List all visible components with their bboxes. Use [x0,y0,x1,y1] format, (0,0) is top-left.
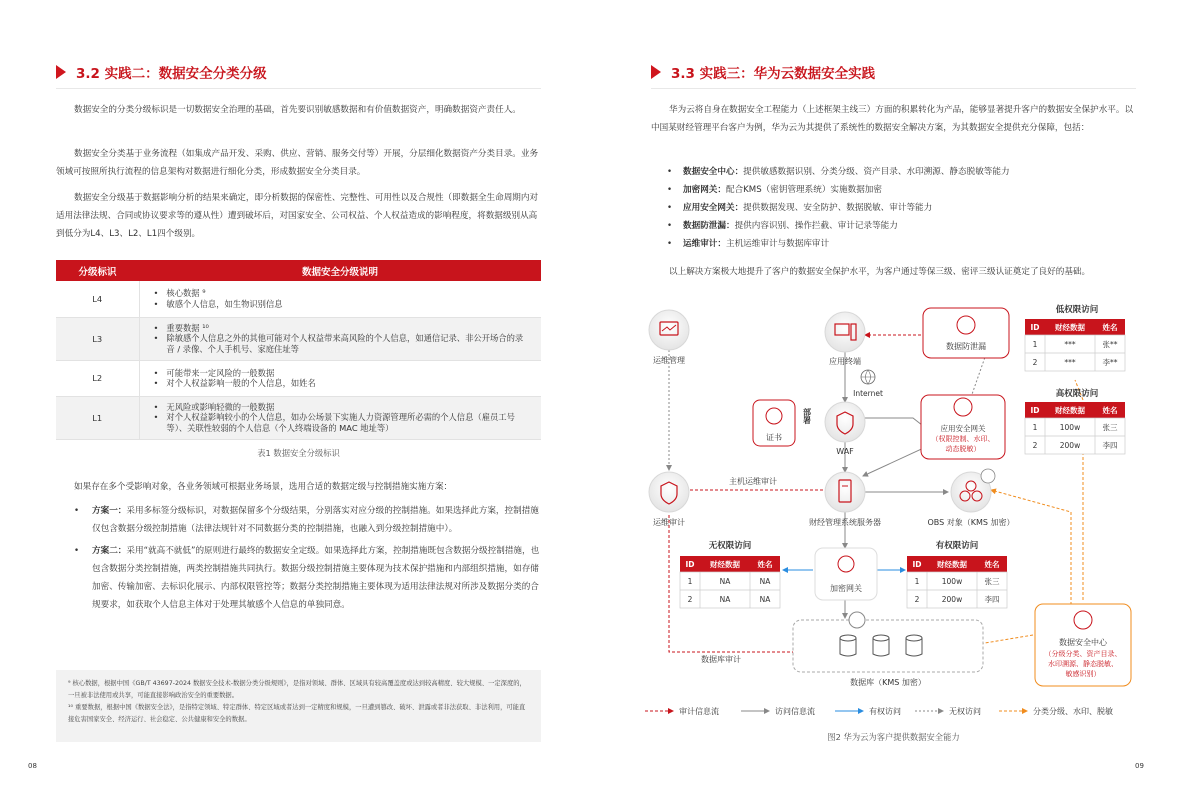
svg-text:WAF: WAF [836,447,854,456]
svg-text:水印溯源、静态脱敏、: 水印溯源、静态脱敏、 [1048,660,1118,668]
svg-text:财经数据: 财经数据 [710,560,740,569]
list-item: • 方案一：采用多标签分级标识，对数据保留多个分级结果，分别落实对应分级的控制措施。如果选择此方案，控制措施仅包含数据分级控制措施（法律法规针对不同数据分类的控制措施，也融入到分级控制措施中）。 [72,502,540,538]
list-item: • 数据安全中心：提供敏感数据识别、分类分级、资产目录、水印溯源、静态脱敏等能力 [667,163,1137,181]
svg-text:运维审计: 运维审计 [653,518,685,527]
paragraph: 如果存在多个受影响对象，各业务领域可根据业务场景，选用合适的数据定级与控制措施实施方案： [74,482,453,492]
table-row [56,281,541,317]
level-item: 重要数据 ¹⁰ [166,322,209,333]
list-item: • 方案二：采用“就高不就低”的原则进行最终的数据安全定级。如果选择此方案，控制措施既包含数据分级控制措施，也包含数据分类控制措施，两类控制措施共同执行。数据分级控制措施主要体现为技术保护措施和内部组织措施，如存储加密、传输加密、去标识化展示、内部权限管控等；数据分类控制措施主要体现为适用法律法规对所涉及数据分类的合规要求，如获取个人信息主体对于处理其敏感个人信息的单独同意。 [72,542,540,614]
svg-text:部署: 部署 [802,408,812,424]
svg-text:高权限访问: 高权限访问 [1055,389,1099,399]
classification-table [56,260,541,440]
table-row [56,317,541,360]
svg-text:无权访问: 无权访问 [949,707,981,716]
paragraph: 以上解决方案极大地提升了客户的数据安全保护水平，为客户通过等保三级、密评三级认证奠定了良好的基础。 [669,267,1091,277]
paragraph: 数据安全分级基于数据影响分析的结果来确定，即分析数据的保密性、完整性、可用性以及合规性（即数据全生命周期内对适用法律法规、合同或协议要求等的遵从性）遭到破坏后，对国家安全、公司权益、个人权益造成的影响程度，将数据级别从高到低分为L4、L3、L2、L1四个级别。 [56,193,539,239]
svg-text:数据防泄漏: 数据防泄漏 [946,342,986,351]
svg-text:李四: 李四 [984,595,1000,604]
svg-text:低权限访问: 低权限访问 [1055,305,1099,315]
lock-icon [954,398,972,416]
page-number: 08 [28,762,37,770]
svg-text:200w: 200w [1059,441,1081,450]
svg-text:财经管理系统服务器: 财经管理系统服务器 [809,518,881,527]
svg-text:2: 2 [1032,358,1038,367]
level-cell: L1 [56,396,139,439]
level-item: 可能带来一定风险的一般数据 [166,367,275,378]
svg-text:ID: ID [1030,323,1040,332]
section-divider [56,88,541,89]
section-arrow-icon [651,65,661,79]
svg-text:有权访问: 有权访问 [869,707,901,716]
svg-text:ID: ID [1030,406,1040,415]
svg-text:OBS 对象（KMS 加密）: OBS 对象（KMS 加密） [927,518,1015,527]
svg-text:数据库（KMS 加密）: 数据库（KMS 加密） [850,678,926,687]
svg-text:NA: NA [759,595,771,604]
section-divider [651,88,1136,89]
svg-text:数据库审计: 数据库审计 [701,655,741,664]
svg-text:敏感识别）: 敏感识别） [1065,670,1101,678]
svg-text:应用安全网关: 应用安全网关 [940,424,986,433]
gear-icon [1074,611,1092,629]
svg-text:姓名: 姓名 [1102,323,1118,332]
svg-text:1: 1 [1032,340,1038,349]
ops-audit-icon [649,472,689,512]
list-item: • 运维审计：主机运维审计与数据库审计 [667,235,1137,253]
table-header: 分级标识 [56,260,139,281]
solution-list [667,163,1137,253]
svg-text:NA: NA [719,595,731,604]
svg-text:动态脱敏）: 动态脱敏） [945,445,981,453]
section-title: 3.3 实践三：华为云数据安全实践 [671,66,876,82]
footnote: ⁹ 核心数据，根据中国《GB/T 43697-2024 数据安全技术-数据分类分级规则》，是指对领域、群体、区域具有较高覆盖度或达到较高精度、较大规模、一定深度的，一旦被非法使用或共享，可能直接影响政治安全的重要数据。 [68,680,526,699]
lock-icon [838,556,854,572]
svg-text:财经数据: 财经数据 [937,560,967,569]
paragraph: 华为云将自身在数据安全工程能力（上述框架主线三）方面的积累转化为产品，能够显著提升客户的数据安全保护水平。以中国某财经管理平台客户为例，华为云为其提供了系统性的数据安全解决方案，为其数据安全提供充分保障，包括： [651,105,1134,133]
svg-text:2: 2 [1032,441,1038,450]
svg-text:财经数据: 财经数据 [1055,406,1085,415]
list-item: • 加密网关：配合KMS（密钥管理系统）实施数据加密 [667,181,1137,199]
waf-icon [825,402,865,442]
svg-text:分类分级、水印、脱敏: 分类分级、水印、脱敏 [1033,707,1113,716]
node-label: 运维管理 [653,356,685,365]
level-item: 敏感个人信息，如生物识别信息 [166,298,283,309]
svg-text:100w: 100w [941,577,963,586]
lock-icon [766,408,782,424]
svg-text:李**: 李** [1102,358,1118,367]
svg-text:（权限控制、水印、: （权限控制、水印、 [931,435,995,443]
svg-text:100w: 100w [1059,423,1081,432]
section-arrow-icon [56,65,66,79]
right-page [595,0,1190,807]
has-access-table [907,556,1007,608]
svg-text:***: *** [1064,340,1076,349]
database-region [793,620,983,672]
svg-text:姓名: 姓名 [757,560,773,569]
level-cell: L2 [56,360,139,396]
table-caption: 表1 数据安全分级标识 [257,448,340,458]
level-item: 除敏感个人信息之外的其他可能对个人权益带来高风险的个人信息，如通信记录、非公开场合的录音 / 录像、个人手机号、家庭住址等 [166,333,524,354]
list-item: • 数据防泄漏：提供内容识别、操作拦截、审计记录等能力 [667,217,1137,235]
svg-text:张**: 张** [1102,340,1118,349]
high-access-table [1025,402,1125,454]
svg-text:加密网关: 加密网关 [830,584,862,593]
figure-caption: 图2 华为云为客户提供数据安全能力 [827,732,960,742]
architecture-diagram [643,300,1143,725]
svg-text:审计信息流: 审计信息流 [679,707,719,716]
svg-text:姓名: 姓名 [1102,406,1118,415]
svg-text:1: 1 [687,577,693,586]
server-icon [825,472,865,512]
svg-text:1: 1 [914,577,920,586]
svg-text:***: *** [1064,358,1076,367]
level-item: 对个人权益影响较小的个人信息，如办公场景下实施人力资源管理所必需的个人信息（雇员工号等）、关联性较弱的个人信息（个人终端设备的 MAC 地址等） [166,412,515,433]
shield-icon [957,316,975,334]
terminal-icon [825,312,865,352]
page-number: 09 [1135,762,1144,770]
svg-text:有权限访问: 有权限访问 [935,541,979,551]
svg-text:（分级分类、资产目录、: （分级分类、资产目录、 [1044,650,1122,658]
svg-text:200w: 200w [941,595,963,604]
svg-text:ID: ID [912,560,922,569]
svg-text:主机运维审计: 主机运维审计 [729,477,777,486]
level-cell: L4 [56,281,139,317]
no-access-table [680,556,780,608]
svg-text:2: 2 [687,595,693,604]
shield-icon [849,612,865,628]
section-title: 3.2 实践二：数据安全分类分级 [76,66,267,82]
level-item: 核心数据 ⁹ [166,288,206,299]
svg-text:张三: 张三 [984,577,1000,586]
svg-text:李四: 李四 [1102,441,1118,450]
plan-list [72,502,540,618]
legend [645,706,1113,716]
level-cell: L3 [56,317,139,360]
table-row [56,396,541,439]
list-item: • 应用安全网关：提供数据发现、安全防护、数据脱敏、审计等能力 [667,199,1137,217]
section-heading [56,60,541,84]
svg-text:访问信息流: 访问信息流 [775,707,815,716]
svg-text:无权限访问: 无权限访问 [708,541,752,551]
paragraph: 数据安全分类基于业务流程（如集成产品开发、采购、供应、营销、服务交付等）开展，分层细化数据资产分类目录。业务领域可按照所执行流程的信息架构对数据进行细化分类，形成数据安全分类目录。 [56,149,539,177]
svg-text:财经数据: 财经数据 [1055,323,1085,332]
svg-text:2: 2 [914,595,920,604]
node-label: 应用终端 [829,357,861,366]
level-item: 对个人权益影响一般的个人信息，如姓名 [166,378,316,388]
level-item: 无风险或影响轻微的一般数据 [166,401,275,412]
low-access-table [1025,319,1125,371]
footnote: ¹⁰ 重要数据，根据中国《数据安全法》，是指特定领域、特定群体、特定区域或者达到一定精度和规模，一旦遭到篡改、破坏、泄露或者非法获取、非法利用，可能直接危害国家安全、经济运行、社会稳定、公共健康和安全的数据。 [68,704,526,723]
footnotes [56,670,541,742]
table-row [56,360,541,396]
svg-text:数据安全中心: 数据安全中心 [1059,638,1107,647]
table-header: 数据安全分级说明 [139,260,541,281]
svg-text:张三: 张三 [1102,423,1118,432]
svg-text:NA: NA [759,577,771,586]
paragraph: 数据安全的分类分级标识是一切数据安全治理的基础，首先要识别敏感数据和有价值数据资产，明确数据资产责任人。 [74,105,521,115]
shield-icon [981,469,995,483]
section-heading [651,60,1136,84]
svg-text:姓名: 姓名 [984,560,1000,569]
svg-text:证书: 证书 [766,433,782,442]
svg-text:1: 1 [1032,423,1038,432]
svg-text:NA: NA [719,577,731,586]
ops-mgmt-icon [649,310,689,350]
svg-text:Internet: Internet [853,389,883,398]
svg-text:ID: ID [685,560,695,569]
